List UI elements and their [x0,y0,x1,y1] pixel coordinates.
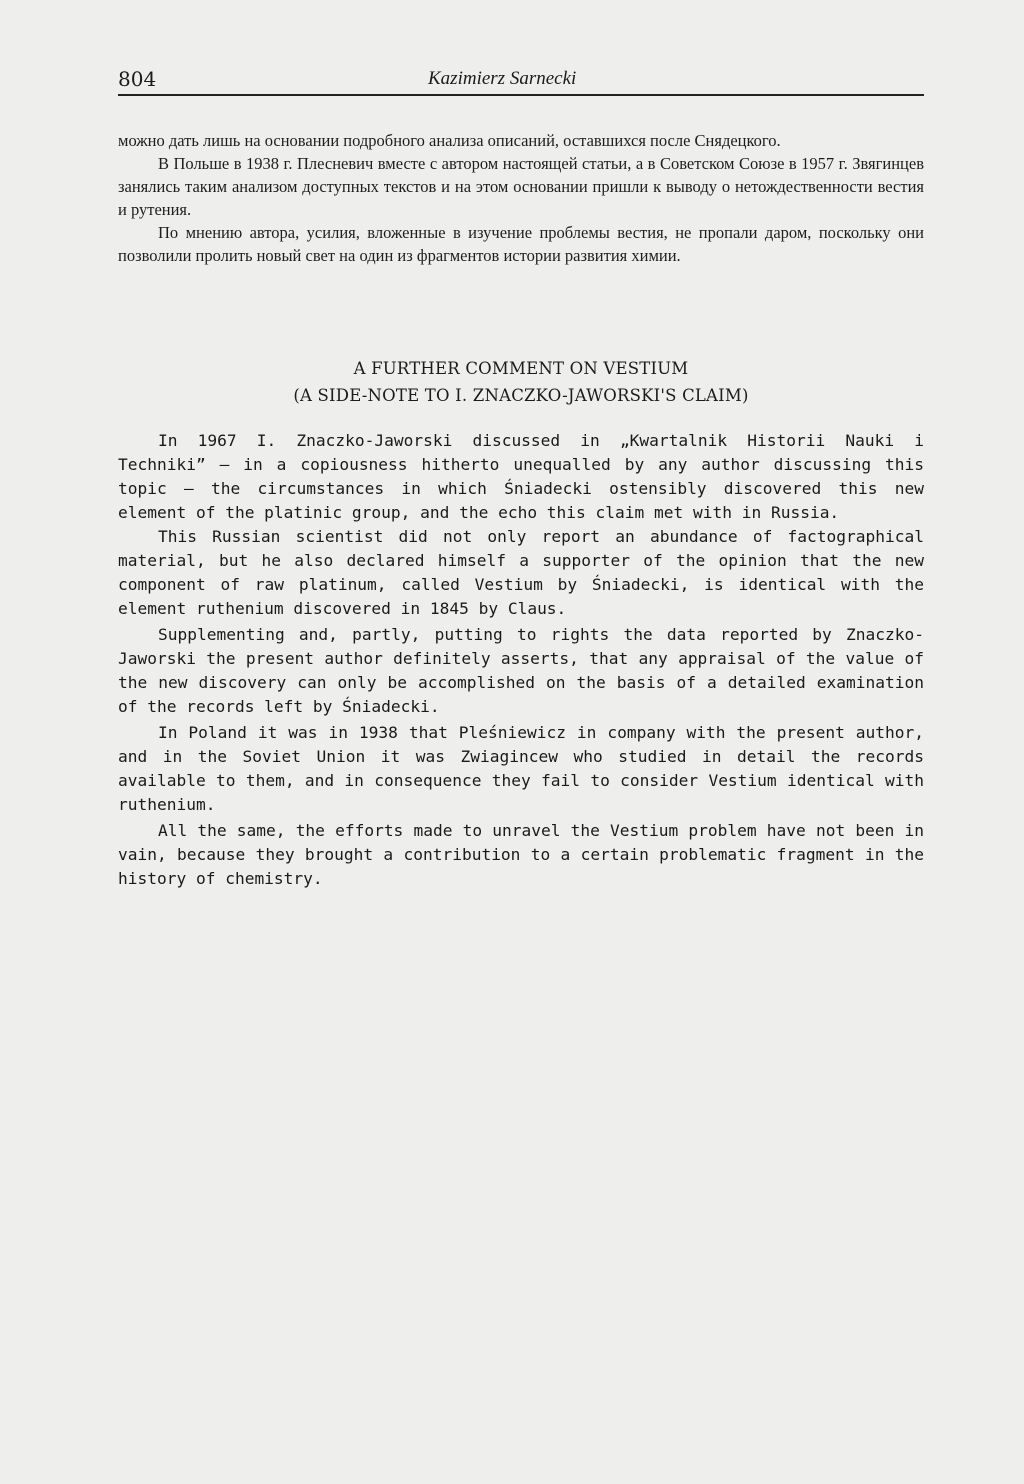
section-title-line-1: A FURTHER COMMENT ON VESTIUM [353,359,689,378]
page-number: 804 [118,67,157,91]
russian-summary [118,129,924,267]
english-paragraph-4: In Poland it was in 1938 that Pleśniewicz in company with the present author, and in the Soviet Union it was Zwiagincew who studied in detail the records available to them, and in consequence they fail to consider Vestium identical with ruthenium. [118,723,924,814]
running-head-author: Kazimierz Sarnecki [428,68,577,89]
russian-paragraph-1: можно дать лишь на основании подробного анализа описаний, оставшихся после Снядецкого. [118,131,781,150]
english-paragraph-2: This Russian scientist did not only report an abundance of factographical material, but he also declared himself a supporter of the opinion that the new component of raw platinum, called Vestium by Śniadecki, is identical with the element ruthenium discovered in 1845 by Claus. [118,527,924,618]
russian-paragraph-2: В Польше в 1938 г. Плесневич вместе с автором настоящей статьи, а в Советском Союзе в 1957 г. Звягинцев занялись таким анализом доступных текстов и на этом основании пришли к выводу о нетождественности вестия и рутения. [118,154,924,219]
russian-paragraph-3: По мнению автора, усилия, вложенные в изучение проблемы вестия, не пропали даром, поскольку они позволили пролить новый свет на один из фрагментов истории развития химии. [118,223,924,265]
page-header [118,60,924,96]
section-title-line-2: (A SIDE-NOTE TO I. ZNACZKO-JAWORSKI'S CLAIM) [293,386,749,405]
english-paragraph-1: In 1967 I. Znaczko-Jaworski discussed in „Kwartalnik Historii Nauki i Techniki” — in a copiousness hitherto unequalled by any author discussing this topic — the circumstances in which Śniadecki ostensibly discovered this new element of the platinic group, and the echo this claim met with in Russia. [118,431,924,522]
section-title [118,355,924,409]
english-paragraph-5: All the same, the efforts made to unravel the Vestium problem have not been in vain, because they brought a contribution to a certain problematic fragment in the history of chemistry. [118,821,924,888]
english-paragraph-3: Supplementing and, partly, putting to rights the data reported by Znaczko-Jaworski the present author definitely asserts, that any appraisal of the value of the new discovery can only be accomplished on the basis of a detailed examination of the records left by Śniadecki. [118,625,924,716]
english-summary [118,429,924,891]
